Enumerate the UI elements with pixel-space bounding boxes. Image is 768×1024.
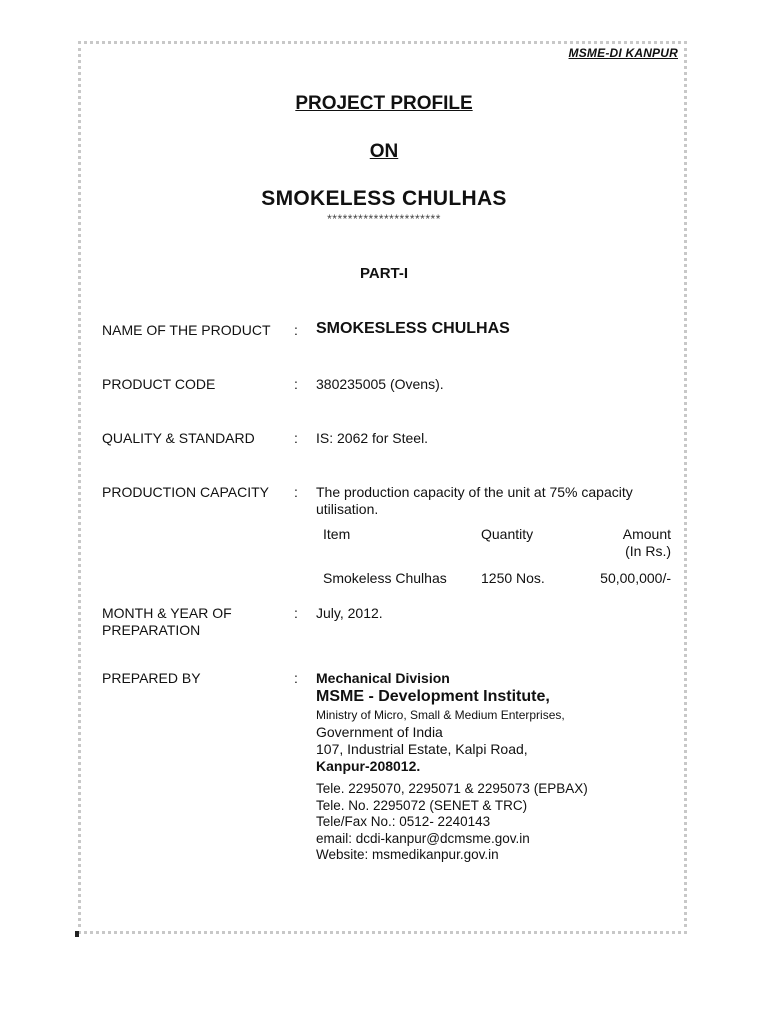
product-code-value: 380235005 (Ovens). — [316, 376, 444, 392]
month-year-label-line2: PREPARATION — [102, 622, 201, 638]
product-name-value: SMOKESLESS CHULHAS — [316, 320, 510, 337]
prepared-by-block — [316, 670, 588, 864]
colon: : — [294, 670, 298, 686]
title-on: ON — [369, 141, 399, 162]
colon: : — [294, 484, 298, 500]
table-header-amount: Amount — [622, 526, 671, 542]
product-code-label: PRODUCT CODE — [102, 376, 216, 392]
table-cell-amount: 50,00,000/- — [600, 570, 671, 586]
tele1: Tele. 2295070, 2295071 & 2295073 (EPBAX) — [316, 781, 588, 796]
table-header-quantity: Quantity — [481, 526, 534, 542]
header-tag: MSME-DI KANPUR — [568, 46, 678, 60]
ministry: Ministry of Micro, Small & Medium Enterprises, — [316, 708, 565, 722]
city: Kanpur-208012. — [316, 758, 421, 774]
table-cell-quantity: 1250 Nos. — [481, 570, 545, 586]
colon: : — [294, 605, 298, 621]
capacity-label: PRODUCTION CAPACITY — [102, 484, 269, 500]
email-link[interactable]: email: dcdi-kanpur@dcmsme.gov.in — [316, 830, 530, 846]
capacity-value-line2: utilisation. — [316, 501, 379, 517]
colon: : — [294, 322, 298, 338]
title-project-profile: PROJECT PROFILE — [295, 93, 473, 114]
address: 107, Industrial Estate, Kalpi Road, — [316, 741, 528, 757]
prepared-by-label: PREPARED BY — [102, 670, 201, 686]
government: Government of India — [316, 724, 443, 740]
colon: : — [294, 376, 298, 392]
month-year-value: July, 2012. — [316, 605, 383, 621]
tele2: Tele. No. 2295072 (SENET & TRC) — [316, 797, 528, 813]
month-year-label-line1: MONTH & YEAR OF — [102, 605, 232, 621]
institute: MSME - Development Institute, — [316, 688, 550, 705]
quality-value: IS: 2062 for Steel. — [316, 430, 429, 446]
table-header-item: Item — [323, 526, 351, 542]
table-header-amount-unit: (In Rs.) — [625, 543, 671, 559]
website-link[interactable]: Website: msmedikanpur.gov.in — [316, 847, 499, 862]
title-stars: ********************** — [327, 212, 441, 226]
fax: Tele/Fax No.: 0512- 2240143 — [316, 814, 491, 829]
capacity-value-line1: The production capacity of the unit at 75% capacity — [316, 484, 633, 500]
part-heading: PART-I — [359, 265, 409, 282]
division: Mechanical Division — [316, 670, 450, 686]
corner-mark — [75, 931, 79, 937]
quality-label: QUALITY & STANDARD — [102, 430, 255, 446]
product-name-label: NAME OF THE PRODUCT — [102, 322, 271, 338]
colon: : — [294, 430, 298, 446]
title-product: SMOKELESS CHULHAS — [261, 187, 507, 210]
table-cell-item: Smokeless Chulhas — [323, 570, 447, 586]
